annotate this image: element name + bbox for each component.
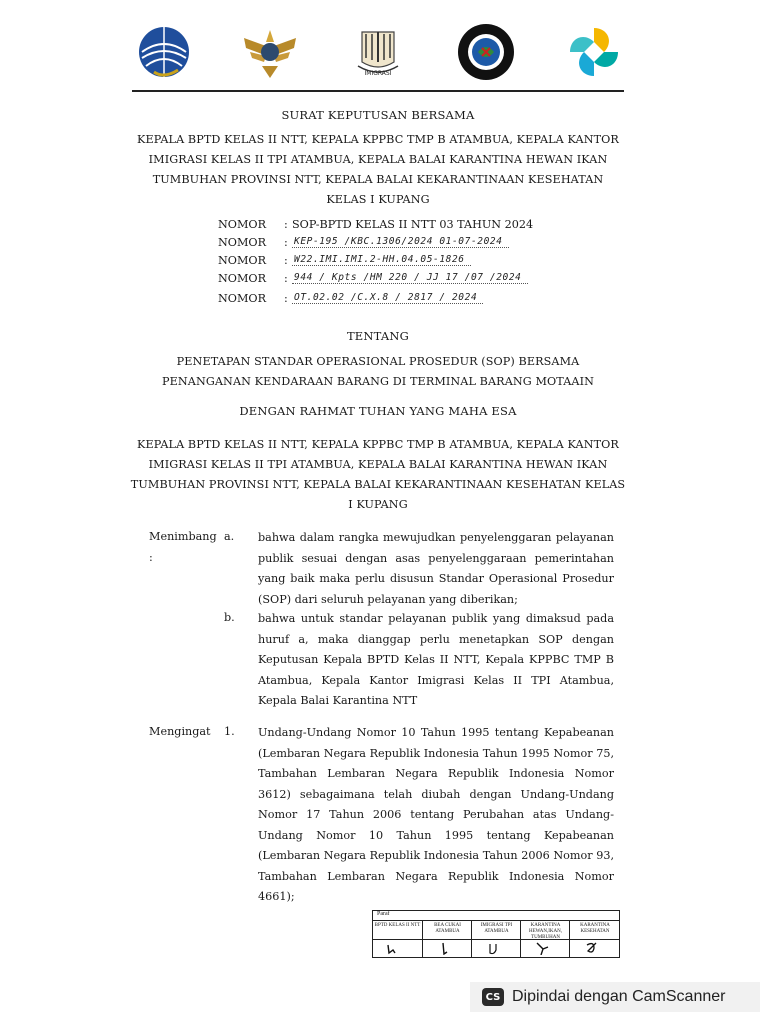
paraf-divider (570, 939, 620, 940)
menimbang-item-mark: b. (224, 611, 235, 624)
paraf-title: Paraf (377, 911, 390, 917)
menimbang-item-text: bahwa dalam rangka mewujudkan penyelenggaran pelayanan publik sesuai dengan asas penyelenggaraan pemerintahan yang baik maka perlu disusun Standar Operasional Prosedur (SOP) dari seluruh pelayanan yang diberikan; (258, 531, 614, 606)
paraf-table (372, 910, 620, 958)
paraf-cell (422, 921, 472, 957)
issuers-line: KEPALA BPTD KELAS II NTT, KEPALA KPPBC TMP B ATAMBUA, KEPALA KANTOR (137, 438, 619, 451)
health-kemenkes-icon (564, 22, 624, 82)
subject-line: PENANGANAN KENDARAAN BARANG DI TERMINAL BARANG MOTAAIN (161, 375, 594, 388)
nomor-colon: : (284, 254, 288, 267)
paraf-cell (520, 921, 570, 957)
paraf-divider (373, 939, 422, 940)
paraf-divider (521, 939, 570, 940)
nomor-colon: : (284, 218, 288, 231)
paraf-divider (472, 939, 521, 940)
camscanner-watermark (470, 982, 760, 1012)
issuers-line: TUMBUHAN PROVINSI NTT, KEPALA BALAI KEKARANTINAAN KESEHATAN KELAS (130, 478, 626, 491)
menimbang-item-text: bahwa untuk standar pelayanan publik yang dimaksud pada huruf a, maka dianggap perlu menetapkan SOP dengan Keputusan Kepala BPTD Kelas II NTT, Kepala KPPBC TMP B Atambua, Kepala Kantor Imigrasi Kelas II TPI Atambua, Kepala Balai Karantina NTT (258, 612, 614, 707)
subject-line: PENETAPAN STANDAR OPERASIONAL PROSEDUR (SOP) BERSAMA (176, 355, 580, 368)
camscanner-text: Dipindai dengan CamScanner (512, 988, 726, 1005)
invocation: DENGAN RAHMAT TUHAN YANG MAHA ESA (239, 404, 517, 418)
nomor-value: SOP-BPTD KELAS II NTT 03 TAHUN 2024 (292, 218, 534, 231)
signature-initial (385, 941, 405, 955)
document-title: SURAT KEPUTUSAN BERSAMA (281, 108, 475, 122)
mengingat-label: Mengingat (149, 725, 211, 738)
nomor-value-handwritten: W22.IMI.IMI.2-HH.04.05-1826 (292, 254, 471, 266)
nomor-colon: : (284, 236, 288, 249)
signature-initial (484, 941, 504, 955)
customs-emblem-icon (240, 22, 300, 82)
globe-ministry-icon (134, 22, 194, 82)
tentang-heading: TENTANG (346, 329, 410, 343)
paraf-cell (373, 921, 422, 957)
issuers-line: KEPALA BPTD KELAS II NTT, KEPALA KPPBC TMP B ATAMBUA, KEPALA KANTOR (137, 133, 619, 146)
issuers-line: TUMBUHAN PROVINSI NTT, KEPALA BALAI KEKARANTINAAN KESEHATAN (152, 173, 604, 186)
paraf-divider (423, 939, 472, 940)
nomor-label: NOMOR (218, 254, 267, 267)
issuers-line: IMIGRASI KELAS II TPI ATAMBUA, KEPALA BALAI KARANTINA HEWAN IKAN (148, 458, 608, 471)
header-rule (132, 90, 624, 92)
nomor-label: NOMOR (218, 236, 267, 249)
nomor-value-handwritten: KEP-195 /KBC.1306/2024 01-07-2024 (292, 236, 509, 248)
svg-text:IMIGRASI: IMIGRASI (364, 70, 392, 77)
mengingat-item-mark: 1. (224, 725, 235, 738)
issuers-line: I KUPANG (348, 498, 408, 511)
document-page (118, 0, 638, 1024)
issuers-heading-2 (128, 435, 628, 515)
paraf-cell (569, 921, 620, 957)
subject-heading (128, 352, 628, 392)
logo-row (134, 22, 614, 86)
paraf-cell (471, 921, 521, 957)
nomor-colon: : (284, 292, 288, 305)
nomor-value-handwritten: OT.02.02 /C.X.8 / 2817 / 2024 (292, 292, 483, 304)
signature-initial (435, 941, 455, 955)
paraf-column-header: BEA CUKAI ATAMBUA (434, 923, 461, 934)
menimbang-item-mark: a. (224, 530, 235, 543)
signature-initial (582, 941, 602, 955)
nomor-label: NOMOR (218, 218, 267, 231)
mengingat-item-text: Undang-Undang Nomor 10 Tahun 1995 tentang Kepabeanan (Lembaran Negara Republik Indonesia Tahun 1995 Nomor 75, Tambahan Lembaran Negara Republik Indonesia Nomor 3612) sebagaimana telah diubah dengan Undang-Undang Nomor 17 Tahun 2006 tentang Perubahan atas Undang-Undang Nomor 10 Tahun 1995 tentang Kepabeanan (Lembaran Negara Republik Indonesia Tahun 2006 Nomor 93, Tambahan Lembaran Negara Republik Indonesia Nomor 4661); (258, 726, 614, 903)
nomor-label: NOMOR (218, 292, 267, 305)
menimbang-colon: : (149, 551, 153, 564)
signature-initial (533, 941, 553, 955)
issuers-heading (128, 130, 628, 210)
nomor-label: NOMOR (218, 272, 267, 285)
immigration-emblem-icon (348, 22, 408, 82)
paraf-column-header: KARANTINA KESEHATAN (580, 923, 610, 934)
paraf-column-header: IMIGRASI TPI ATAMBUA (480, 923, 513, 934)
quarantine-seal-icon (456, 22, 516, 82)
issuers-line: KELAS I KUPANG (326, 193, 430, 206)
issuers-line: IMIGRASI KELAS II TPI ATAMBUA, KEPALA BALAI KARANTINA HEWAN IKAN (148, 153, 608, 166)
menimbang-label: Menimbang (149, 530, 217, 543)
paraf-column-header: BPTD KELAS II NTT (374, 923, 421, 928)
paraf-column-header: KARANTINA HEWAN,IKAN, TUMBUHAN (528, 923, 563, 940)
paraf-grid (373, 920, 619, 957)
nomor-value-handwritten: 944 / Kpts /HM 220 / JJ 17 /07 /2024 (292, 272, 528, 284)
camscanner-logo-icon: CS (482, 988, 504, 1006)
nomor-colon: : (284, 272, 288, 285)
